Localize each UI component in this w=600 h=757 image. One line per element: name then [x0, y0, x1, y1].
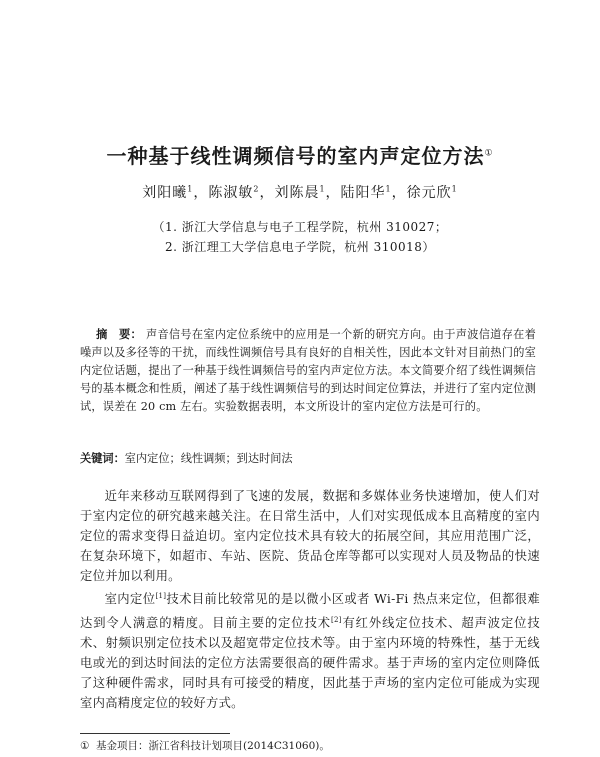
- affiliation-2: 2. 浙江理工大学信息电子学院，杭州 310018）: [165, 240, 435, 254]
- footnote-rule: [80, 733, 230, 734]
- abstract: [80, 325, 536, 416]
- citation-ref: [1]: [155, 592, 167, 601]
- paragraph-2: [80, 586, 540, 713]
- keywords-label: 关键词：: [80, 451, 125, 465]
- keywords: [80, 449, 536, 468]
- author-list: 刘阳曦$^1$，陈淑敏$^2$，刘陈晨$^1$，陆阳华$^1$，徐元欣$^1$: [142, 184, 458, 201]
- author: 陈淑敏: [208, 185, 254, 201]
- paragraph-2-tail: 有红外线定位技术、超声波定位技术、射频识别定位技术以及超宽带定位技术等。由于室内环境的特殊性，基于无线电或光的到达时间法的定位方法需要很高的硬件需求。基于声场的室内定位则降低了这种硬件需求，同时具有可接受的精度，因此基于声场的室内定位可能成为实现室内高精度定位的较好方式。: [80, 615, 540, 711]
- paragraph-1: 近年来移动互联网得到了飞速的发展，数据和多媒体业务快速增加，使人们对于室内定位的研究越来越关注。在日常生活中，人们对实现低成本且高精度的室内定位的需求变得日益迫切。室内定位技术具有较大的拓展空间，其应用范围广泛，在复杂环境下，如超市、车站、医院、货品仓库等都可以实现对人员及物品的快速定位并加以利用。: [80, 489, 540, 584]
- citation-ref: [2]: [331, 615, 342, 624]
- abstract-text: 声音信号在室内定位系统中的应用是一个新的研究方向。由于声波信道存在着噪声以及多径等的干扰，而线性调频信号具有良好的自相关性，因此本文针对目前热门的室内定位话题，提出了一种基于线性调频信号的室内声定位方法。本文简要介绍了线性调频信号的基本概念和性质，阐述了基于线性调频信号的到达时间定位算法，并进行了室内定位测试，误差在 20 cm 左右。实验数据表明，本文所设计的室内定位方法是可行的。: [80, 328, 536, 413]
- affiliation-1: （1. 浙江大学信息与电子工程学院，杭州 310027；: [152, 220, 448, 234]
- paragraph-2-lead: 室内定位: [104, 592, 156, 607]
- title-text: 一种基于线性调频信号的室内声定位方法: [106, 144, 485, 168]
- keywords-text: 室内定位；线性调频；到达时间法: [124, 452, 293, 465]
- author-affiliation-mark: 1: [187, 184, 194, 194]
- footnote: [80, 739, 540, 753]
- author-affiliation-mark: 1: [385, 184, 392, 194]
- author: 陆阳华: [340, 185, 386, 201]
- footnote-mark: ①: [80, 740, 90, 752]
- footnote-text: 基金项目：浙江省科技计划项目(2014C31060)。: [96, 740, 330, 752]
- author-affiliation-mark: 1: [451, 184, 458, 194]
- body-text: [80, 486, 540, 713]
- paragraph-2-mid: 技术目前比较常见的是以微小区或者 Wi-Fi 热点来定位，但都很难达到令人满意的精度。目前主要的定位技术: [80, 592, 540, 630]
- author-affiliation-mark: 2: [253, 184, 260, 194]
- author: 刘陈晨: [274, 185, 320, 201]
- paper-title: [0, 140, 600, 169]
- author: 刘阳曦: [142, 185, 188, 201]
- abstract-label: 摘 要：: [96, 327, 142, 341]
- author-affiliation-mark: 1: [319, 184, 326, 194]
- author: 徐元欣: [406, 185, 452, 201]
- title-footnote-mark: ①: [484, 148, 494, 159]
